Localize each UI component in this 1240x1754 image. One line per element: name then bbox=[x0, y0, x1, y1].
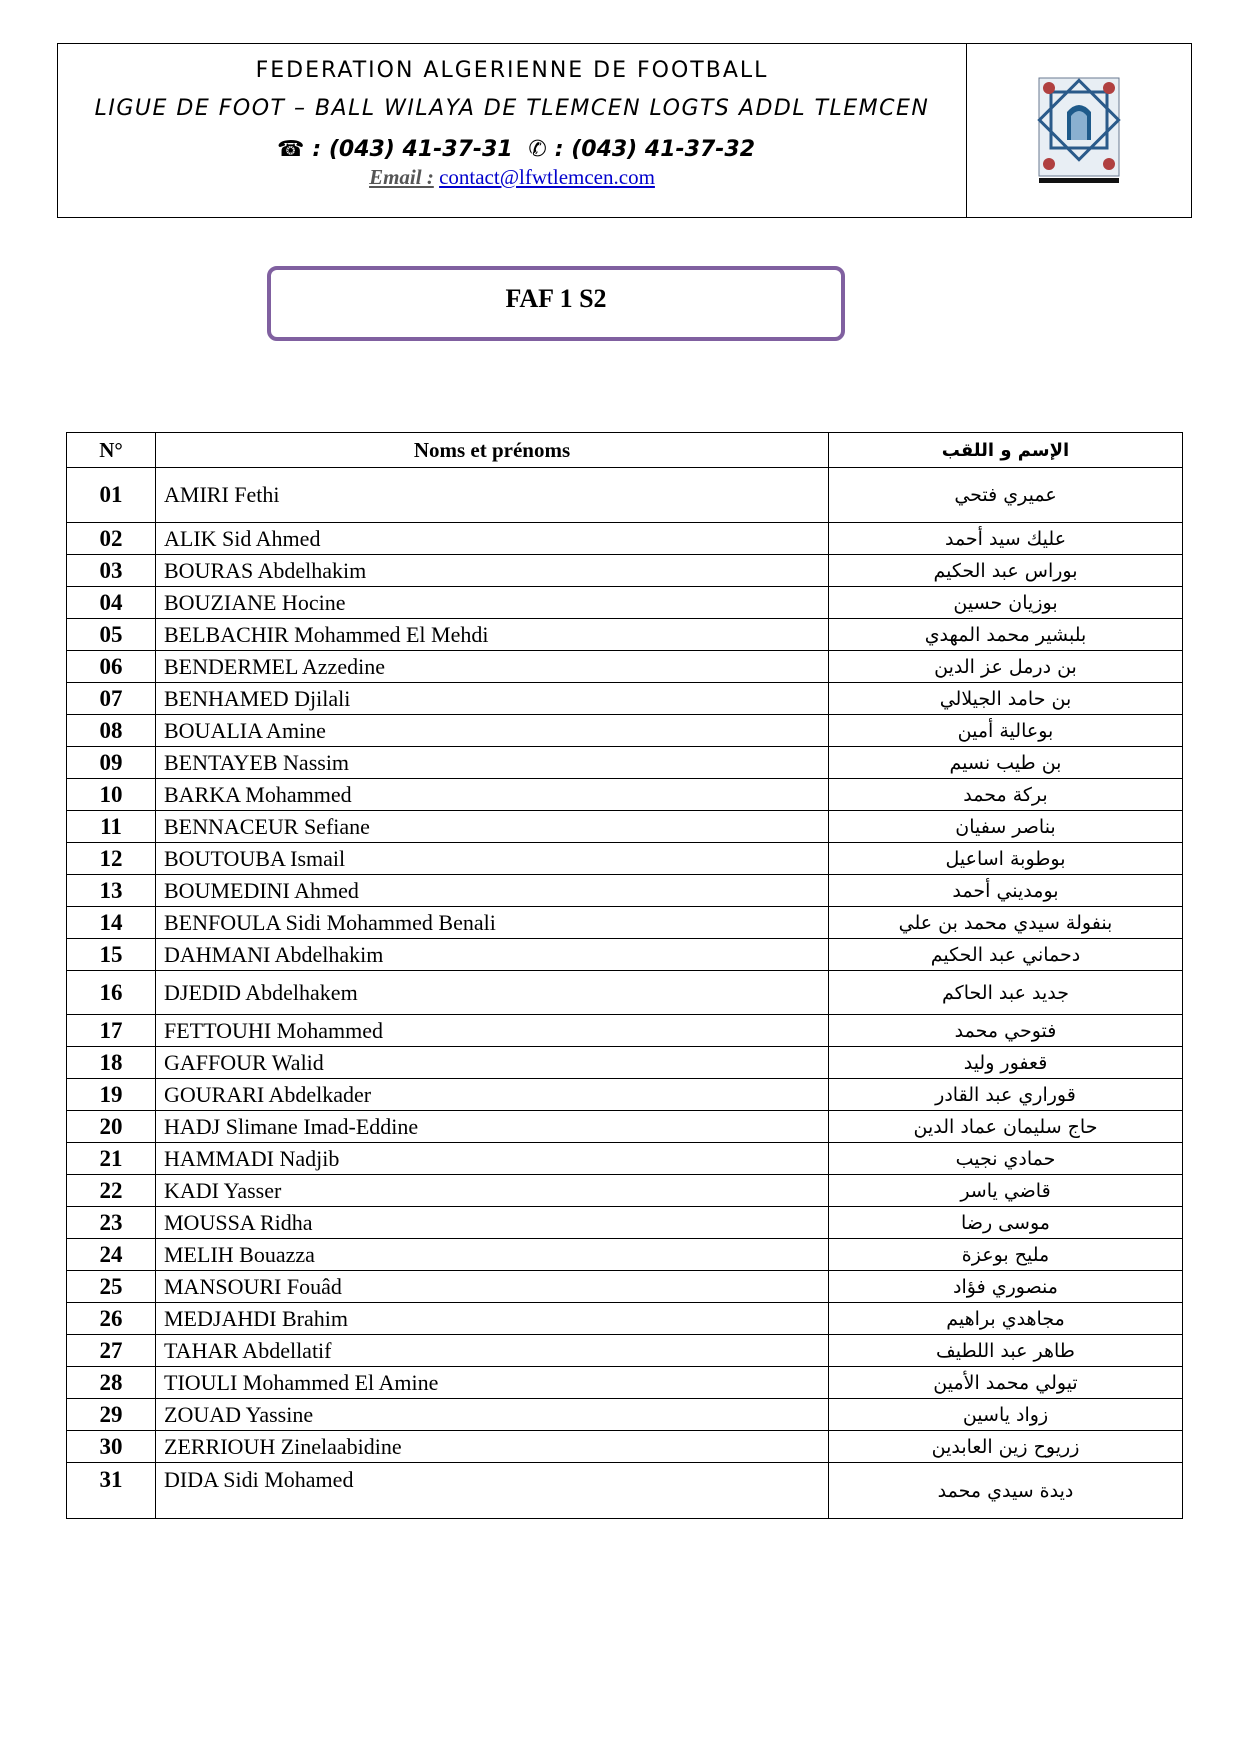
row-number: 31 bbox=[67, 1463, 156, 1519]
table-row bbox=[67, 907, 1183, 939]
table-row bbox=[67, 1047, 1183, 1079]
row-number: 13 bbox=[67, 875, 156, 907]
table-row bbox=[67, 1207, 1183, 1239]
row-number: 22 bbox=[67, 1175, 156, 1207]
row-name: BENNACEUR Sefiane bbox=[156, 811, 829, 843]
row-number: 28 bbox=[67, 1367, 156, 1399]
row-number: 21 bbox=[67, 1143, 156, 1175]
row-arabic-name: منصوري فؤاد bbox=[829, 1271, 1183, 1303]
row-number: 07 bbox=[67, 683, 156, 715]
row-name: MANSOURI Fouâd bbox=[156, 1271, 829, 1303]
row-arabic-name: بن طيب نسيم bbox=[829, 747, 1183, 779]
table-row bbox=[67, 1303, 1183, 1335]
row-number: 29 bbox=[67, 1399, 156, 1431]
table-row bbox=[67, 811, 1183, 843]
row-arabic-name: عميري فتحي bbox=[829, 468, 1183, 523]
row-name: FETTOUHI Mohammed bbox=[156, 1015, 829, 1047]
row-name: BELBACHIR Mohammed El Mehdi bbox=[156, 619, 829, 651]
row-arabic-name: دحماني عبد الحكيم bbox=[829, 939, 1183, 971]
fax-number: : (043) 41-37-32 bbox=[554, 137, 756, 162]
row-number: 11 bbox=[67, 811, 156, 843]
table-row bbox=[67, 468, 1183, 523]
row-name: DAHMANI Abdelhakim bbox=[156, 939, 829, 971]
league-name: LIGUE DE FOOT – BALL WILAYA DE TLEMCEN LOGTS ADDL TLEMCEN bbox=[94, 96, 930, 121]
row-arabic-name: بنفولة سيدي محمد بن علي bbox=[829, 907, 1183, 939]
row-number: 24 bbox=[67, 1239, 156, 1271]
table-row bbox=[67, 1143, 1183, 1175]
row-name: BOURAS Abdelhakim bbox=[156, 555, 829, 587]
row-number: 01 bbox=[67, 468, 156, 523]
row-number: 10 bbox=[67, 779, 156, 811]
row-arabic-name: جديد عبد الحاكم bbox=[829, 971, 1183, 1015]
table-row bbox=[67, 1399, 1183, 1431]
row-arabic-name: بوطوبة اساعيل bbox=[829, 843, 1183, 875]
row-number: 14 bbox=[67, 907, 156, 939]
row-name: TIOULI Mohammed El Amine bbox=[156, 1367, 829, 1399]
row-arabic-name: مجاهدي براهيم bbox=[829, 1303, 1183, 1335]
row-name: BENFOULA Sidi Mohammed Benali bbox=[156, 907, 829, 939]
table-row bbox=[67, 715, 1183, 747]
row-name: BOUTOUBA Ismail bbox=[156, 843, 829, 875]
table-row bbox=[67, 1079, 1183, 1111]
row-number: 19 bbox=[67, 1079, 156, 1111]
row-name: BOUALIA Amine bbox=[156, 715, 829, 747]
row-arabic-name: بن حامد الجيلالي bbox=[829, 683, 1183, 715]
row-number: 23 bbox=[67, 1207, 156, 1239]
row-arabic-name: زريوح زين العابدين bbox=[829, 1431, 1183, 1463]
table-row bbox=[67, 619, 1183, 651]
table-row bbox=[67, 683, 1183, 715]
letterhead bbox=[57, 43, 1192, 218]
table-row bbox=[67, 1335, 1183, 1367]
fax-icon: ✆ bbox=[528, 137, 547, 162]
table-row bbox=[67, 523, 1183, 555]
row-name: BENDERMEL Azzedine bbox=[156, 651, 829, 683]
row-number: 04 bbox=[67, 587, 156, 619]
row-arabic-name: بناصر سفيان bbox=[829, 811, 1183, 843]
players-table bbox=[66, 432, 1183, 1519]
row-arabic-name: بوراس عبد الحكيم bbox=[829, 555, 1183, 587]
table-row bbox=[67, 651, 1183, 683]
table-row bbox=[67, 843, 1183, 875]
row-number: 25 bbox=[67, 1271, 156, 1303]
phone-number: : (043) 41-37-31 bbox=[312, 137, 513, 162]
row-arabic-name: طاهر عبد اللطيف bbox=[829, 1335, 1183, 1367]
row-arabic-name: موسى رضا bbox=[829, 1207, 1183, 1239]
row-name: MEDJAHDI Brahim bbox=[156, 1303, 829, 1335]
row-arabic-name: بركة محمد bbox=[829, 779, 1183, 811]
row-name: ZOUAD Yassine bbox=[156, 1399, 829, 1431]
table-row bbox=[67, 1271, 1183, 1303]
row-name: BENTAYEB Nassim bbox=[156, 747, 829, 779]
row-number: 20 bbox=[67, 1111, 156, 1143]
row-name: BOUZIANE Hocine bbox=[156, 587, 829, 619]
table-row bbox=[67, 1463, 1183, 1519]
row-number: 09 bbox=[67, 747, 156, 779]
row-arabic-name: بن درمل عز الدين bbox=[829, 651, 1183, 683]
table-row bbox=[67, 1111, 1183, 1143]
table-row bbox=[67, 1175, 1183, 1207]
row-name: ZERRIOUH Zinelaabidine bbox=[156, 1431, 829, 1463]
row-arabic-name: تيولي محمد الأمين bbox=[829, 1367, 1183, 1399]
row-arabic-name: حاج سليمان عماد الدين bbox=[829, 1111, 1183, 1143]
row-arabic-name: قاضي ياسر bbox=[829, 1175, 1183, 1207]
table-header-row bbox=[67, 433, 1183, 468]
row-number: 26 bbox=[67, 1303, 156, 1335]
row-number: 12 bbox=[67, 843, 156, 875]
phone-icon: ☎ bbox=[276, 137, 305, 162]
row-name: KADI Yasser bbox=[156, 1175, 829, 1207]
row-name: HADJ Slimane Imad-Eddine bbox=[156, 1111, 829, 1143]
row-arabic-name: بومديني أحمد bbox=[829, 875, 1183, 907]
row-arabic-name: قعفور وليد bbox=[829, 1047, 1183, 1079]
table-row bbox=[67, 1431, 1183, 1463]
row-number: 15 bbox=[67, 939, 156, 971]
table-row bbox=[67, 939, 1183, 971]
row-arabic-name: حمادي نجيب bbox=[829, 1143, 1183, 1175]
table-row bbox=[67, 971, 1183, 1015]
row-arabic-name: عليك سيد أحمد bbox=[829, 523, 1183, 555]
table-row bbox=[67, 779, 1183, 811]
row-number: 30 bbox=[67, 1431, 156, 1463]
header-arabic: الإسم و اللقب bbox=[829, 433, 1183, 468]
row-number: 18 bbox=[67, 1047, 156, 1079]
row-arabic-name: ديدة سيدي محمد bbox=[829, 1463, 1183, 1519]
league-emblem-icon bbox=[1037, 76, 1121, 186]
row-number: 03 bbox=[67, 555, 156, 587]
email-label: Email : bbox=[369, 165, 434, 189]
row-name: ALIK Sid Ahmed bbox=[156, 523, 829, 555]
email-line bbox=[58, 166, 966, 188]
table-row bbox=[67, 1367, 1183, 1399]
table-row bbox=[67, 555, 1183, 587]
row-name: GOURARI Abdelkader bbox=[156, 1079, 829, 1111]
table-body bbox=[67, 468, 1183, 1519]
row-name: BENHAMED Djilali bbox=[156, 683, 829, 715]
league-logo bbox=[967, 44, 1191, 217]
email-link[interactable]: contact@lfwtlemcen.com bbox=[439, 165, 655, 189]
row-number: 27 bbox=[67, 1335, 156, 1367]
letterhead-text bbox=[58, 44, 967, 217]
row-arabic-name: قوراري عبد القادر bbox=[829, 1079, 1183, 1111]
row-name: DIDA Sidi Mohamed bbox=[156, 1463, 829, 1519]
row-number: 08 bbox=[67, 715, 156, 747]
header-name: Noms et prénoms bbox=[156, 433, 829, 468]
row-name: BARKA Mohammed bbox=[156, 779, 829, 811]
row-name: MOUSSA Ridha bbox=[156, 1207, 829, 1239]
row-name: MELIH Bouazza bbox=[156, 1239, 829, 1271]
row-name: BOUMEDINI Ahmed bbox=[156, 875, 829, 907]
row-number: 17 bbox=[67, 1015, 156, 1047]
table-row bbox=[67, 1015, 1183, 1047]
list-title: FAF 1 S2 bbox=[267, 266, 845, 341]
row-arabic-name: فتوحي محمد bbox=[829, 1015, 1183, 1047]
row-arabic-name: بوعالية أمين bbox=[829, 715, 1183, 747]
federation-name: FEDERATION ALGERIENNE DE FOOTBALL bbox=[255, 58, 769, 83]
row-number: 16 bbox=[67, 971, 156, 1015]
row-arabic-name: بوزيان حسين bbox=[829, 587, 1183, 619]
row-arabic-name: مليح بوعزة bbox=[829, 1239, 1183, 1271]
row-name: GAFFOUR Walid bbox=[156, 1047, 829, 1079]
row-number: 02 bbox=[67, 523, 156, 555]
table-row bbox=[67, 747, 1183, 779]
table-row bbox=[67, 875, 1183, 907]
header-num: N° bbox=[67, 433, 156, 468]
row-number: 05 bbox=[67, 619, 156, 651]
table-row bbox=[67, 1239, 1183, 1271]
row-arabic-name: زواد ياسين bbox=[829, 1399, 1183, 1431]
row-name: DJEDID Abdelhakem bbox=[156, 971, 829, 1015]
row-name: TAHAR Abdellatif bbox=[156, 1335, 829, 1367]
table-row bbox=[67, 587, 1183, 619]
row-name: AMIRI Fethi bbox=[156, 468, 829, 523]
row-name: HAMMADI Nadjib bbox=[156, 1143, 829, 1175]
contact-line bbox=[58, 130, 966, 170]
row-number: 06 bbox=[67, 651, 156, 683]
row-arabic-name: بلبشير محمد المهدي bbox=[829, 619, 1183, 651]
